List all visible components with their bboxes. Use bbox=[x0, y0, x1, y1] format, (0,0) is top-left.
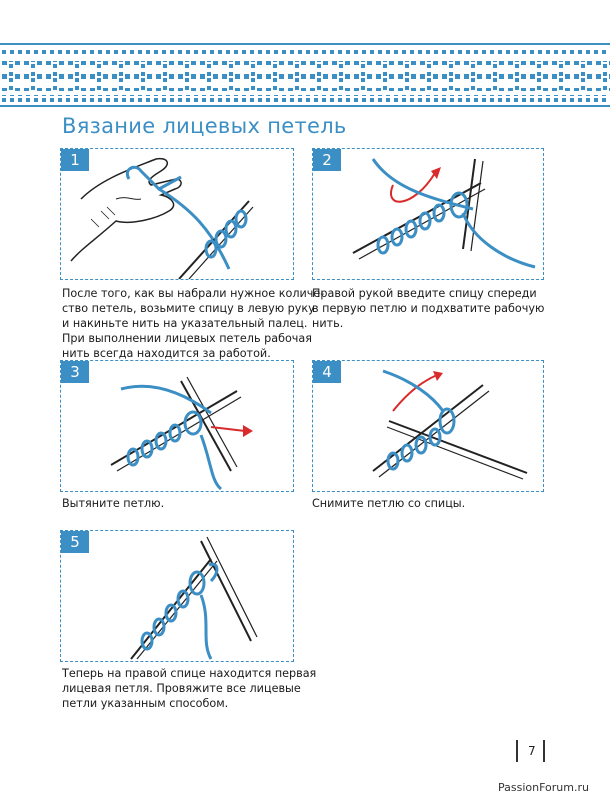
step-3-caption: Вытяните петлю. bbox=[62, 497, 165, 510]
step-5-panel bbox=[60, 530, 294, 662]
step-5-illustration bbox=[61, 531, 294, 662]
step-2-caption: Правой рукой введите спицу спереди в первую петлю и подхватите рабочую нить. bbox=[312, 287, 545, 330]
step-3-number: 3 bbox=[61, 361, 89, 383]
step-3-panel bbox=[60, 360, 294, 492]
step-2-number: 2 bbox=[313, 149, 341, 171]
page-number-divider-right bbox=[543, 740, 545, 762]
step-4-panel bbox=[312, 360, 544, 492]
step-1-panel bbox=[60, 148, 294, 280]
step-5-caption: Теперь на правой спице находится первая лицевая петля. Провяжите все лицевые петли указанным способом. bbox=[62, 667, 317, 710]
step-1-illustration bbox=[61, 149, 294, 280]
step-2-panel bbox=[312, 148, 544, 280]
step-1-number: 1 bbox=[61, 149, 89, 171]
step-4-number: 4 bbox=[313, 361, 341, 383]
step-4-caption: Снимите петлю со спицы. bbox=[312, 497, 466, 510]
page-number-divider-left bbox=[516, 740, 518, 762]
step-3-illustration bbox=[61, 361, 294, 492]
page-title: Вязание лицевых петель bbox=[62, 114, 347, 138]
nordic-pattern-band bbox=[0, 43, 610, 111]
page-number: 7 bbox=[528, 744, 536, 758]
step-2-illustration bbox=[313, 149, 544, 280]
step-4-illustration bbox=[313, 361, 544, 492]
step-5-number: 5 bbox=[61, 531, 89, 553]
watermark: PassionForum.ru bbox=[498, 781, 589, 794]
step-1-caption: После того, как вы набрали нужное количе- ство петель, возьмите спицу в левую руку и накиньте нить на указательный палец. При выполнении лицевых петель рабочая нить всегда находится за работой. bbox=[62, 287, 325, 360]
